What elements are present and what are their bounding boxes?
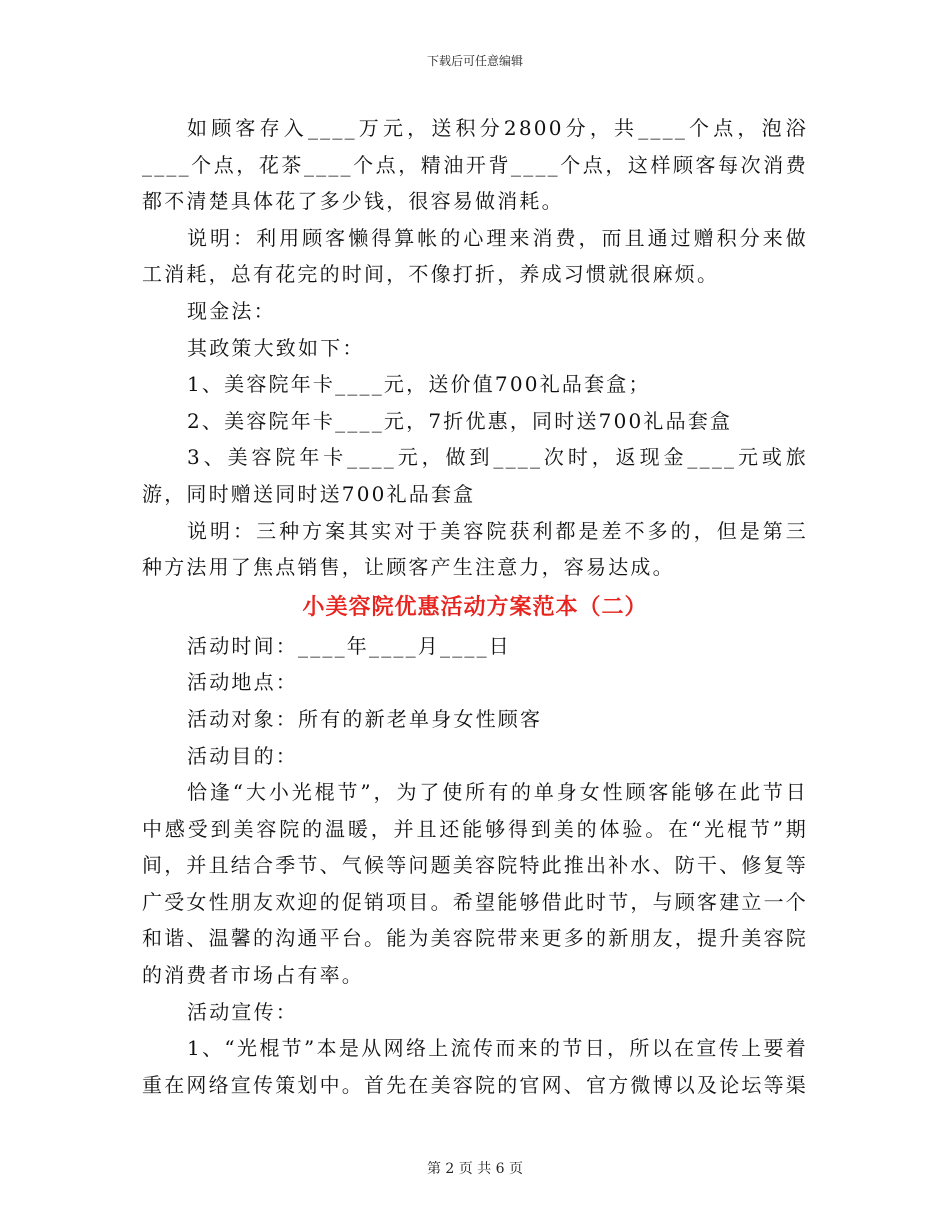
activity-promo-item-1: 1、“光棍节”本是从网络上流传而来的节日，所以在宣传上要着重在网络宣传策划中。首先在美容院的官网、官方微博以及论坛等渠 — [142, 1036, 808, 1097]
list-item-policy-2: 2、美容院年卡____元，7折优惠，同时送700礼品套盒 — [187, 408, 733, 433]
list-item-policy-3: 3、美容院年卡____元，做到____次时，返现金____元或旅游，同时赠送同时送700礼品套盒 — [142, 445, 808, 506]
page-header: 下载后可任意编辑 — [426, 54, 523, 68]
section-title: 小美容院优惠活动方案范本（二） — [302, 593, 648, 620]
activity-goal-label: 活动目的： — [187, 743, 298, 768]
activity-goal-text: 恰逢“大小光棍节”，为了使所有的单身女性顾客能够在此节日中感受到美容院的温暖，并且还能够得到美的体验。在“光棍节”期间，并且结合季节、气候等问题美容院特此推出补水、防干、修复等广受女性朋友欢迎的促销项目。希望能够借此时节，与顾客建立一个和谐、温馨的沟通平台。能为美容院带来更多的新朋友，提升美容院的消费者市场占有率。 — [142, 780, 808, 988]
list-item-policy-1: 1、美容院年卡____元，送价值700礼品套盒； — [187, 372, 651, 397]
paragraph-deposit-points: 如顾客存入____万元，送积分2800分，共____个点，泡浴____个点，花茶____个点，精油开背____个点，这样顾客每次消费都不清楚具体花了多少钱，很容易做消耗。 — [142, 116, 808, 214]
activity-place: 活动地点： — [187, 670, 298, 695]
activity-promo-label: 活动宣传： — [187, 999, 298, 1024]
paragraph-cash-method: 现金法： — [187, 298, 276, 323]
activity-time: 活动时间：____年____月____日 — [187, 633, 511, 658]
paragraph-policy-intro: 其政策大致如下： — [187, 335, 365, 360]
paragraph-explanation-1: 说明：利用顾客懒得算帐的心理来消费，而且通过赠积分来做工消耗，总有花完的时间，不像打折，养成习惯就很麻烦。 — [142, 225, 808, 287]
page-footer: 第 2 页 共 6 页 — [426, 1161, 524, 1177]
document-body — [142, 110, 808, 1103]
paragraph-explanation-2: 说明：三种方案其实对于美容院获利都是差不多的，但是第三种方法用了焦点销售，让顾客产生注意力，容易达成。 — [142, 518, 808, 580]
activity-target: 活动对象：所有的新老单身女性顾客 — [187, 706, 543, 731]
